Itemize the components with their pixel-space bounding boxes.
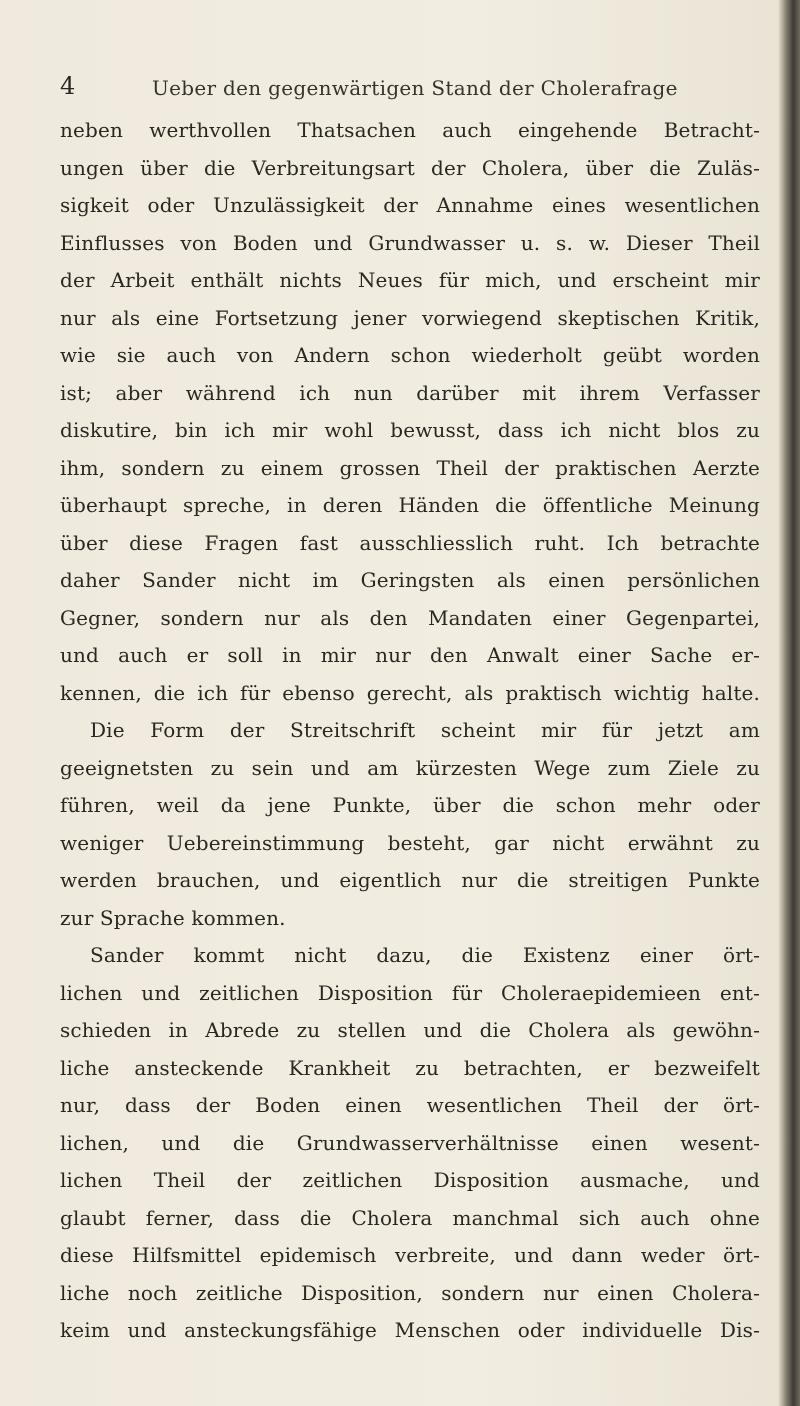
text-line: daher Sander nicht im Geringsten als einen persönlichen	[60, 568, 760, 592]
text-line: neben werthvollen Thatsachen auch eingehende Betracht-	[60, 118, 760, 142]
page-binding-edge	[778, 0, 800, 1406]
text-line: geeignetsten zu sein und am kürzesten Wege zum Ziele zu	[60, 755, 760, 780]
text-line: keim und ansteckungsfähige Menschen oder individuelle Dis-	[60, 1318, 760, 1342]
text-line: diese Hilfsmittel epidemisch verbreite, und dann weder ört-	[60, 1243, 760, 1267]
text-line: der Arbeit enthält nichts Neues für mich, und erscheint mir	[60, 268, 760, 292]
text-line: ungen über die Verbreitungsart der Cholera, über die Zuläs-	[60, 155, 760, 180]
text-line: lichen und zeitlichen Disposition für Choleraepidemieen ent-	[60, 980, 760, 1005]
page-header	[60, 72, 760, 112]
text-line: liche noch zeitliche Disposition, sondern nur einen Cholera-	[60, 1280, 760, 1305]
text-line: kennen, die ich für ebenso gerecht, als praktisch wichtig halte.	[60, 680, 760, 705]
page-number: 4	[60, 72, 76, 100]
text-line: Gegner, sondern nur als den Mandaten einer Gegenpartei,	[60, 605, 760, 630]
text-line: zur Sprache kommen.	[60, 905, 286, 930]
body-text	[60, 112, 760, 1350]
text-line: nur als eine Fortsetzung jener vorwiegend skeptischen Kritik,	[60, 305, 760, 330]
text-line: lichen, und die Grundwasserverhältnisse einen wesent-	[60, 1130, 760, 1155]
text-line: und auch er soll in mir nur den Anwalt einer Sache er-	[60, 643, 760, 667]
text-line: über diese Fragen fast ausschliesslich ruht. Ich betrachte	[60, 530, 760, 555]
text-line: führen, weil da jene Punkte, über die schon mehr oder	[60, 793, 760, 817]
text-line: liche ansteckende Krankheit zu betrachten, er bezweifelt	[60, 1055, 760, 1080]
text-line: überhaupt spreche, in deren Händen die öffentliche Meinung	[60, 493, 760, 517]
running-head: Ueber den gegenwärtigen Stand der Cholerafrage	[152, 76, 678, 100]
text-line: Die Form der Streitschrift scheint mir für jetzt am	[90, 718, 760, 742]
text-line: Sander kommt nicht dazu, die Existenz einer ört-	[90, 943, 760, 967]
text-line: werden brauchen, und eigentlich nur die streitigen Punkte	[60, 868, 760, 892]
text-line: diskutire, bin ich mir wohl bewusst, dass ich nicht blos zu	[60, 418, 760, 442]
text-line: wie sie auch von Andern schon wiederholt geübt worden	[60, 343, 760, 367]
text-line: lichen Theil der zeitlichen Disposition ausmache, und	[60, 1168, 760, 1192]
text-line: nur, dass der Boden einen wesentlichen Theil der ört-	[60, 1093, 760, 1117]
text-line: weniger Uebereinstimmung besteht, gar nicht erwähnt zu	[60, 830, 760, 855]
text-line: ihm, sondern zu einem grossen Theil der praktischen Aerzte	[60, 455, 760, 480]
text-line: sigkeit oder Unzulässigkeit der Annahme eines wesentlichen	[60, 193, 760, 217]
text-line: schieden in Abrede zu stellen und die Cholera als gewöhn-	[60, 1018, 760, 1042]
text-line: glaubt ferner, dass die Cholera manchmal sich auch ohne	[60, 1205, 760, 1230]
text-line: ist; aber während ich nun darüber mit ihrem Verfasser	[60, 380, 760, 405]
text-line: Einflusses von Boden und Grundwasser u. s. w. Dieser Theil	[60, 230, 760, 255]
